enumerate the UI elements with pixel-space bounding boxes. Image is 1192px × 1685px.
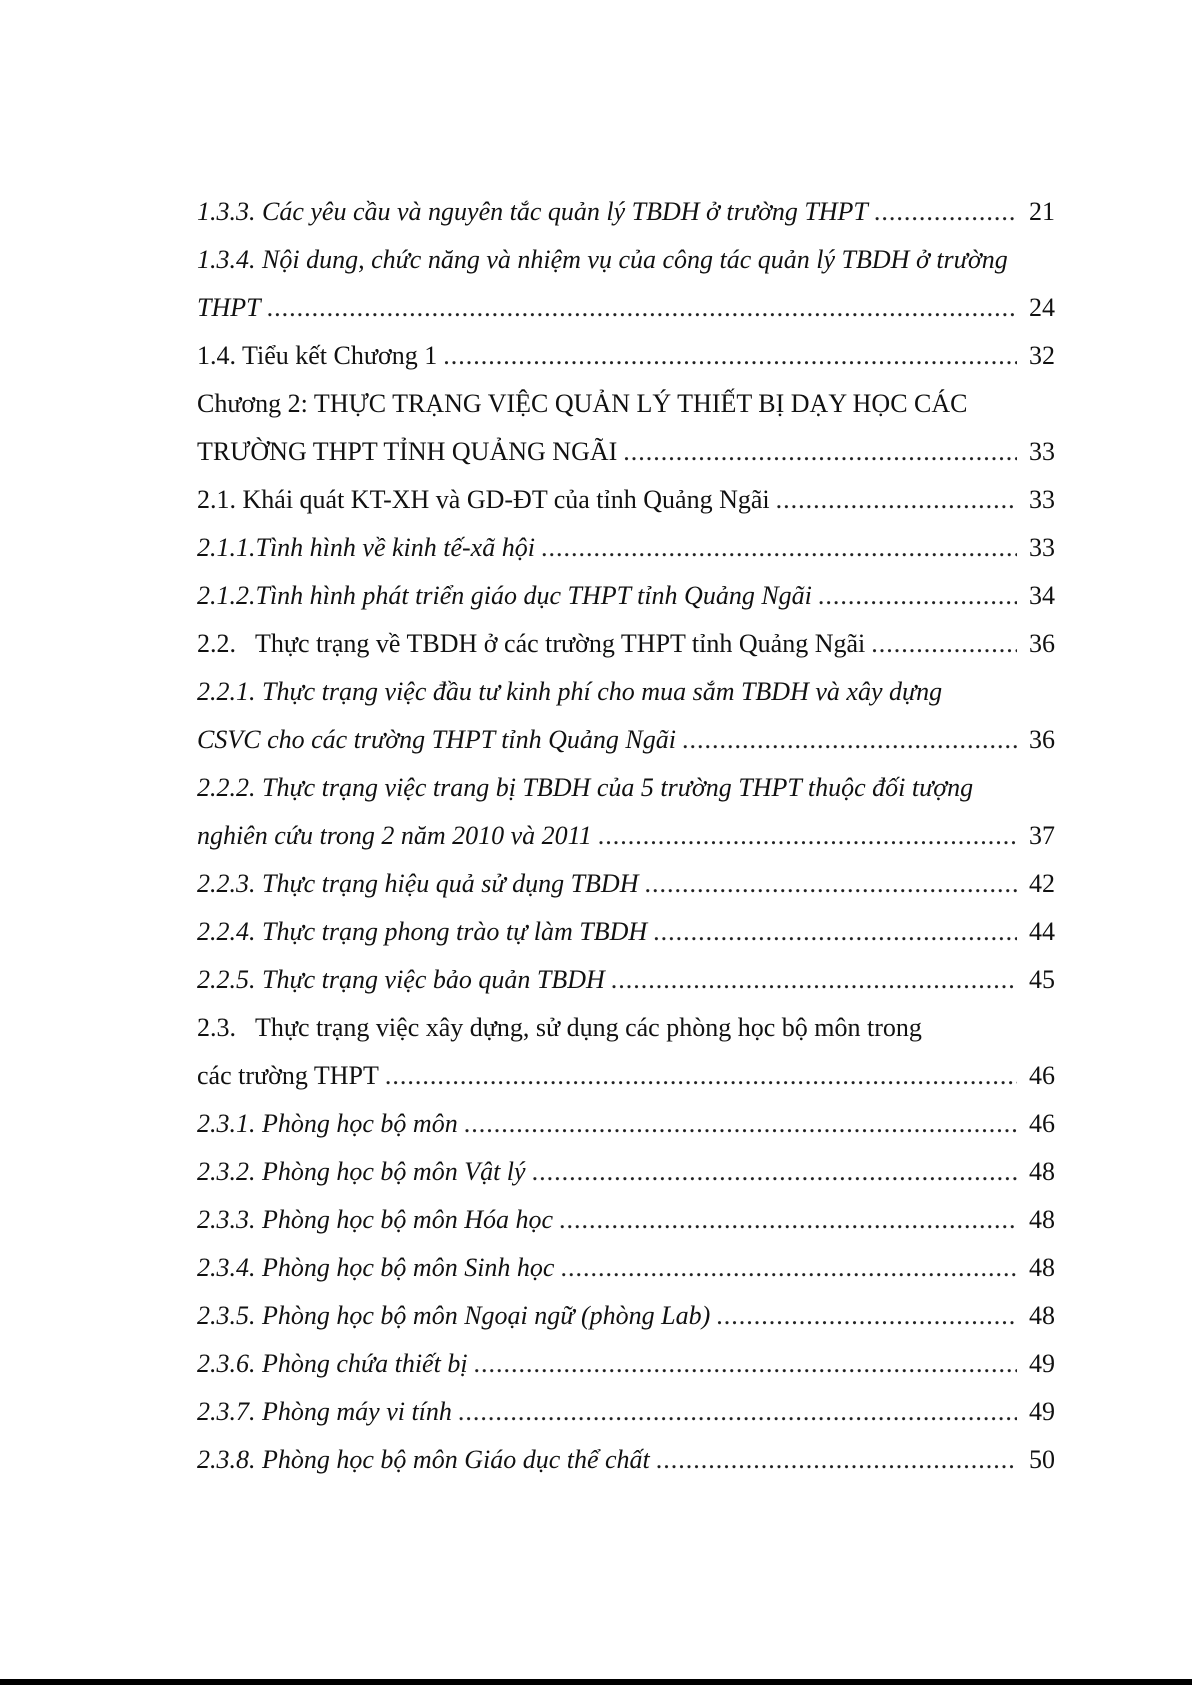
- toc-line: [197, 812, 1055, 860]
- toc-entry-text: 2.2.4. Thực trạng phong trào tự làm TBDH: [197, 917, 648, 946]
- toc-entry-title: [197, 380, 968, 428]
- toc-entry-text: 2.3.7. Phòng máy vi tính: [197, 1397, 452, 1426]
- dot-leader: [874, 188, 1017, 236]
- toc-entry-text: 2.3.8. Phòng học bộ môn Giáo dục thể chất: [197, 1445, 650, 1474]
- toc-entry-title: [197, 284, 261, 332]
- toc-line: [197, 188, 1055, 236]
- toc-entry-title: [197, 572, 812, 620]
- dot-leader: [871, 620, 1017, 668]
- toc-entry-text: 2.2.1. Thực trạng việc đầu tư kinh phí cho mua sắm TBDH và xây dựng: [197, 677, 943, 706]
- toc-line: [197, 1436, 1055, 1484]
- toc-line: [197, 668, 1055, 716]
- toc-entry-title: [197, 764, 973, 812]
- toc-page-number: 48: [1029, 1157, 1055, 1186]
- toc-entry-text: 2.3.6. Phòng chứa thiết bị: [197, 1349, 468, 1378]
- toc-entry-title: [197, 236, 1008, 284]
- toc-entry-title: [197, 1004, 922, 1052]
- dot-leader: [464, 1100, 1017, 1148]
- toc-entry-text: Chương 2: THỰC TRẠNG VIỆC QUẢN LÝ THIẾT BỊ DẠY HỌC CÁC: [197, 389, 968, 418]
- toc-page-number: 46: [1029, 1061, 1055, 1090]
- toc-page-number: 50: [1029, 1445, 1055, 1474]
- toc-line: [197, 380, 1055, 428]
- dot-leader: [541, 524, 1017, 572]
- toc-entry-text: các trường THPT: [197, 1061, 379, 1090]
- toc-page-number: 49: [1029, 1349, 1055, 1378]
- toc-page-number: 36: [1029, 629, 1055, 658]
- toc-page-number: 49: [1029, 1397, 1055, 1426]
- toc-line: [197, 1340, 1055, 1388]
- dot-leader: [560, 1244, 1017, 1292]
- toc-entry-text: 2.3.3. Phòng học bộ môn Hóa học: [197, 1205, 554, 1234]
- toc-page-number: 46: [1029, 1109, 1055, 1138]
- toc-line: [197, 620, 1055, 668]
- bottom-border: [0, 1679, 1192, 1685]
- toc-line: [197, 956, 1055, 1004]
- toc-entry-title: [197, 332, 437, 380]
- dot-leader: [653, 908, 1017, 956]
- dot-leader: [776, 476, 1017, 524]
- toc-entry-number: 2.2.: [197, 629, 236, 658]
- toc-entry-text: 2.3.1. Phòng học bộ môn: [197, 1109, 458, 1138]
- toc-line: [197, 1292, 1055, 1340]
- toc-entry-text: 2.2.3. Thực trạng hiệu quả sử dụng TBDH: [197, 869, 639, 898]
- toc-entry-text: Thực trạng về TBDH ở các trường THPT tỉnh Quảng Ngãi: [255, 629, 866, 658]
- toc-line: [197, 524, 1055, 572]
- toc-entry-title: [197, 1292, 710, 1340]
- toc-entry-text: 2.1. Khái quát KT-XH và GD-ĐT của tỉnh Quảng Ngãi: [197, 485, 770, 514]
- dot-leader: [385, 1052, 1017, 1100]
- toc-page-number: 45: [1029, 965, 1055, 994]
- toc-entry-title: [197, 1148, 526, 1196]
- toc-entry-title: [197, 1436, 650, 1484]
- toc-entry-title: [197, 668, 942, 716]
- dot-leader: [716, 1292, 1017, 1340]
- toc-line: [197, 236, 1055, 284]
- toc-line: [197, 1148, 1055, 1196]
- toc-entry-text: 1.3.4. Nội dung, chức năng và nhiệm vụ của công tác quản lý TBDH ở trường: [197, 245, 1008, 274]
- dot-leader: [623, 428, 1017, 476]
- toc-entry-title: [197, 524, 535, 572]
- toc-entry-text: nghiên cứu trong 2 năm 2010 và 2011: [197, 821, 592, 850]
- dot-leader: [611, 956, 1017, 1004]
- toc-line: [197, 860, 1055, 908]
- toc-page-number: 24: [1029, 293, 1055, 322]
- dot-leader: [682, 716, 1017, 764]
- toc-entry-text: CSVC cho các trường THPT tỉnh Quảng Ngãi: [197, 725, 676, 754]
- dot-leader: [474, 1340, 1017, 1388]
- dot-leader: [443, 332, 1017, 380]
- toc-line: [197, 1196, 1055, 1244]
- toc-entry-text: TRƯỜNG THPT TỈNH QUẢNG NGÃI: [197, 437, 618, 466]
- toc-page-number: 42: [1029, 869, 1055, 898]
- dot-leader: [532, 1148, 1017, 1196]
- toc-entry-title: [197, 908, 647, 956]
- toc-line: [197, 476, 1055, 524]
- toc-page-number: 33: [1029, 437, 1055, 466]
- toc-page-number: 32: [1029, 341, 1055, 370]
- dot-leader: [598, 812, 1017, 860]
- toc-line: [197, 716, 1055, 764]
- dot-leader: [267, 284, 1017, 332]
- toc-page-number: 44: [1029, 917, 1055, 946]
- toc-entry-text: 2.3.4. Phòng học bộ môn Sinh học: [197, 1253, 555, 1282]
- toc-page-number: 48: [1029, 1205, 1055, 1234]
- toc-entry-text: 1.4. Tiểu kết Chương 1: [197, 341, 438, 370]
- toc-line: [197, 428, 1055, 476]
- toc-entry-text: 2.1.1.Tình hình về kinh tế-xã hội: [197, 533, 535, 562]
- toc-line: [197, 764, 1055, 812]
- dot-leader: [458, 1388, 1017, 1436]
- toc-entry-text: 2.2.5. Thực trạng việc bảo quản TBDH: [197, 965, 605, 994]
- dot-leader: [656, 1436, 1017, 1484]
- toc-line: [197, 1244, 1055, 1292]
- toc-entry-title: [197, 620, 865, 668]
- toc-line: [197, 1388, 1055, 1436]
- toc-entry-title: [197, 1052, 379, 1100]
- toc-entry-text: 2.1.2.Tình hình phát triển giáo dục THPT tỉnh Quảng Ngãi: [197, 581, 812, 610]
- toc-entry-text: 2.3.2. Phòng học bộ môn Vật lý: [197, 1157, 526, 1186]
- toc-entry-number: 2.3.: [197, 1013, 236, 1042]
- toc-entry-title: [197, 956, 605, 1004]
- toc-entry-title: [197, 860, 638, 908]
- table-of-contents: [197, 188, 1055, 1484]
- toc-entry-title: [197, 428, 617, 476]
- toc-page-number: 33: [1029, 485, 1055, 514]
- toc-line: [197, 1100, 1055, 1148]
- toc-entry-title: [197, 1100, 458, 1148]
- toc-entry-text: 2.2.2. Thực trạng việc trang bị TBDH của 5 trường THPT thuộc đối tượng: [197, 773, 974, 802]
- toc-line: [197, 1004, 1055, 1052]
- toc-entry-text: THPT: [197, 293, 261, 322]
- toc-entry-text: 2.3.5. Phòng học bộ môn Ngoại ngữ (phòng Lab): [197, 1301, 711, 1330]
- dot-leader: [818, 572, 1017, 620]
- toc-line: [197, 908, 1055, 956]
- toc-entry-title: [197, 812, 592, 860]
- toc-page-number: 33: [1029, 533, 1055, 562]
- toc-entry-text: 1.3.3. Các yêu cầu và nguyên tắc quản lý TBDH ở trường THPT: [197, 197, 868, 226]
- toc-entry-title: [197, 1388, 452, 1436]
- toc-entry-title: [197, 1340, 468, 1388]
- toc-line: [197, 284, 1055, 332]
- toc-page-number: 21: [1029, 197, 1055, 226]
- toc-page-number: 34: [1029, 581, 1055, 610]
- toc-entry-title: [197, 476, 770, 524]
- toc-page-number: 36: [1029, 725, 1055, 754]
- toc-page-number: 48: [1029, 1301, 1055, 1330]
- toc-line: [197, 332, 1055, 380]
- toc-entry-title: [197, 188, 868, 236]
- toc-entry-title: [197, 1196, 553, 1244]
- toc-line: [197, 572, 1055, 620]
- toc-page-number: 37: [1029, 821, 1055, 850]
- toc-entry-title: [197, 1244, 554, 1292]
- toc-line: [197, 1052, 1055, 1100]
- dot-leader: [644, 860, 1017, 908]
- toc-entry-text: Thực trạng việc xây dựng, sử dụng các phòng học bộ môn trong: [255, 1013, 922, 1042]
- toc-page-number: 48: [1029, 1253, 1055, 1282]
- toc-entry-title: [197, 716, 676, 764]
- dot-leader: [559, 1196, 1017, 1244]
